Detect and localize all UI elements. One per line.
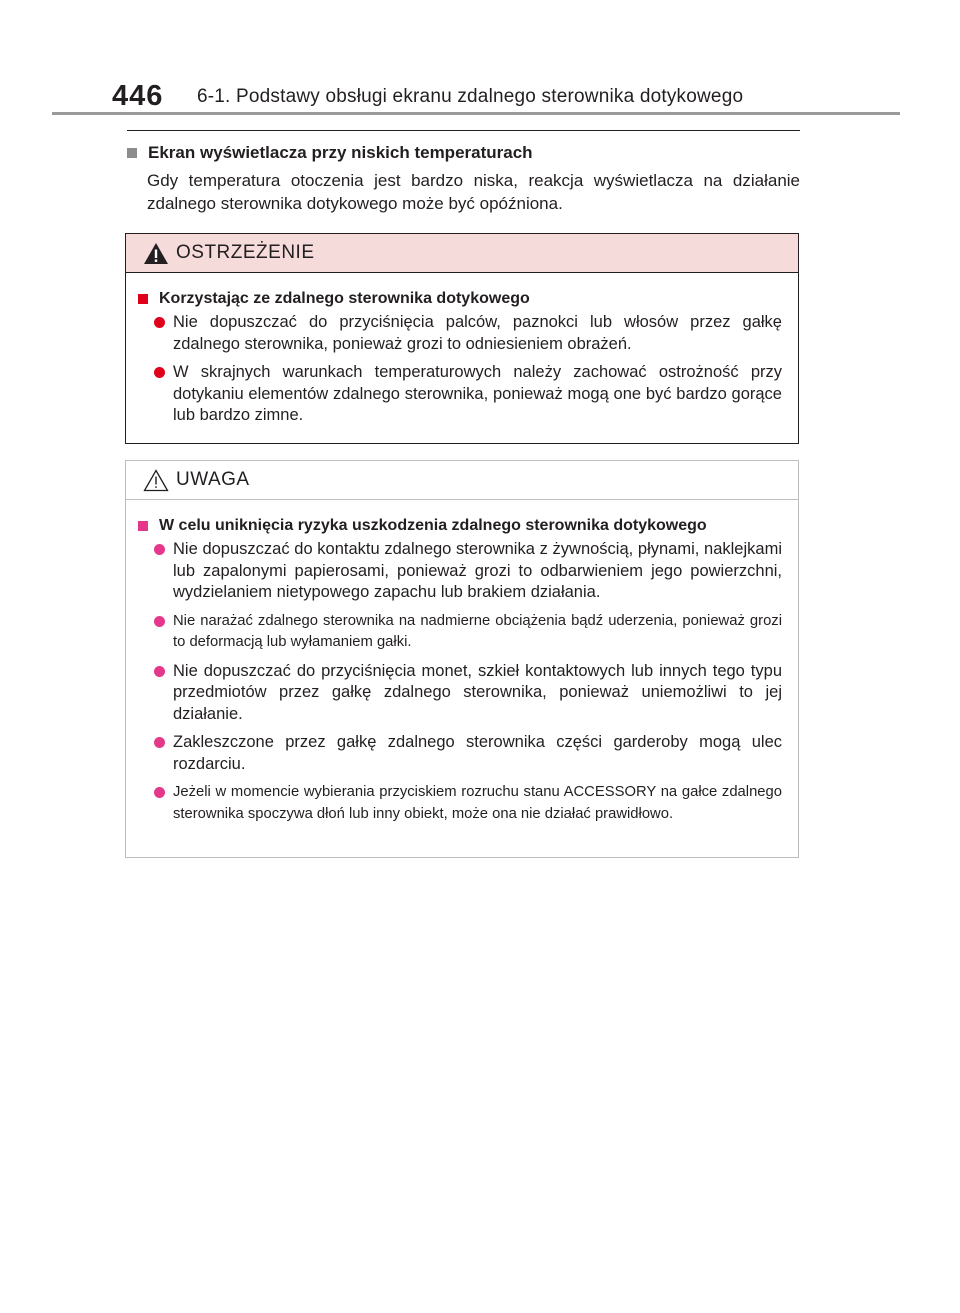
list-item-text: Nie dopuszczać do kontaktu zdalnego sterownika z żywnością, płynami, naklejkami lub zapalonymi papierosami, ponieważ grozi to odbarwieniem jego powierzchni, wydzielaniem nietypowego zapachu lub brakiem działania. [173, 540, 782, 601]
list-item-text: Nie narażać zdalnego sterownika na nadmierne obciążenia bądź uderzenia, ponieważ grozi to deformacją lub wyłamaniem gałki. [173, 612, 782, 650]
warning-triangle-filled-icon [143, 242, 169, 265]
list-item [154, 362, 782, 427]
list-item-text: W skrajnych warunkach temperaturowych należy zachować ostrożność przy dotykaniu elementów zdalnego sterownika, ponieważ mogą one być bardzo gorące lub bardzo zimne. [173, 363, 782, 424]
section-divider [127, 130, 800, 131]
round-bullet-icon [154, 367, 165, 378]
square-bullet-icon [138, 521, 148, 531]
warning-triangle-outline-icon [143, 469, 169, 492]
caution-heading [138, 517, 798, 535]
square-bullet-icon [127, 148, 137, 158]
round-bullet-icon [154, 616, 165, 627]
round-bullet-icon [154, 317, 165, 328]
list-item-text: Nie dopuszczać do przyciśnięcia monet, szkieł kontaktowych lub innych tego typu przedmiotów przez gałkę zdalnego sterownika, ponieważ uniemożliwi to jej działanie. [173, 661, 782, 723]
list-item [154, 312, 782, 355]
list-item [154, 661, 782, 726]
list-item-text: Nie dopuszczać do przyciśnięcia palców, paznokci lub włosów przez gałkę zdalnego sterownika, ponieważ grozi to odniesieniem obrażeń. [173, 313, 782, 353]
round-bullet-icon [154, 544, 165, 555]
page-header [0, 0, 960, 115]
chapter-title: 6-1. Podstawy obsługi ekranu zdalnego sterownika dotykowego [197, 86, 744, 107]
list-item [154, 732, 782, 775]
low-temperature-section [127, 130, 800, 215]
section-body-text: Gdy temperatura otoczenia jest bardzo niska, reakcja wyświetlacza na działanie zdalnego sterownika dotykowego może być opóźniona. [147, 171, 800, 213]
warning-title-bar [126, 234, 798, 273]
caution-title-bar [126, 461, 798, 500]
list-item-text: Jeżeli w momencie wybierania przyciskiem rozruchu stanu ACCESSORY na gałce zdalnego sterownika spoczywa dłoń lub inny obiekt, może ona nie działać prawidłowo. [173, 784, 782, 822]
round-bullet-icon [154, 737, 165, 748]
square-bullet-icon [138, 294, 148, 304]
list-item-text: Zakleszczone przez gałkę zdalnego sterownika części garderoby mogą ulec rozdarciu. [173, 733, 782, 773]
caution-heading-text: W celu uniknięcia ryzyka uszkodzenia zdalnego sterownika dotykowego [159, 517, 707, 534]
list-item [154, 611, 782, 654]
list-item [154, 539, 782, 604]
list-item [154, 782, 782, 825]
caution-box [125, 460, 799, 858]
caution-list [154, 539, 782, 825]
warning-list [154, 312, 782, 427]
warning-heading-text: Korzystając ze zdalnego sterownika dotykowego [159, 290, 530, 307]
round-bullet-icon [154, 787, 165, 798]
page-number: 446 [112, 80, 164, 112]
warning-heading [138, 290, 798, 308]
warning-title: OSTRZEŻENIE [176, 242, 315, 263]
warning-box [125, 233, 799, 444]
header-divider [52, 112, 900, 115]
round-bullet-icon [154, 666, 165, 677]
section-heading-text: Ekran wyświetlacza przy niskich temperaturach [148, 143, 533, 162]
caution-title: UWAGA [176, 469, 250, 490]
section-heading [127, 143, 800, 163]
